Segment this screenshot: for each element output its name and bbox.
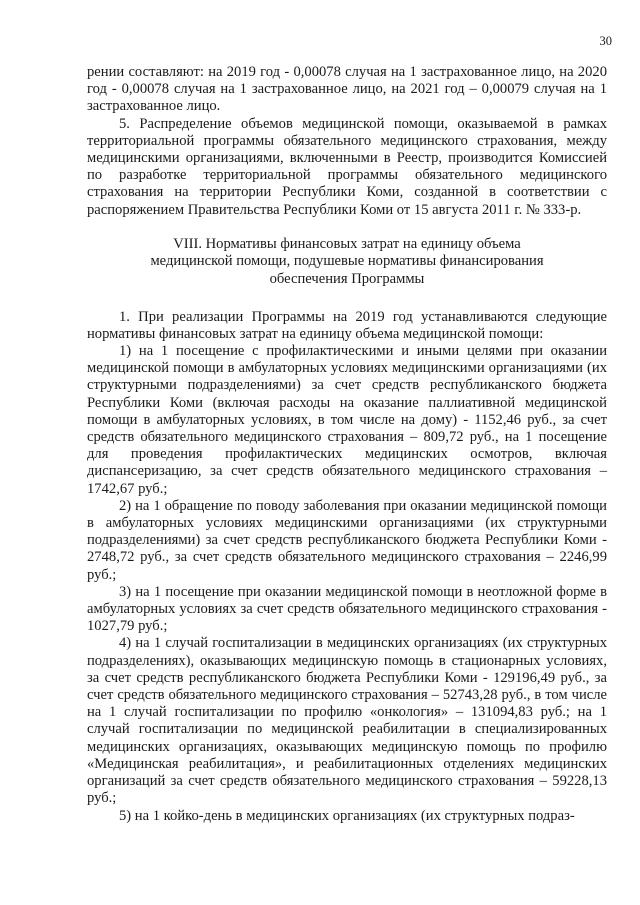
paragraph-continuation: рении составляют: на 2019 год - 0,00078 случая на 1 застрахованное лицо, на 2020 год - 0,00078 случая на 1 застрахованное лицо, на 2021 год – 0,00079 случая на 1 застрахованное лицо. <box>87 64 607 115</box>
section-heading-line-3: обеспечения Программы <box>269 271 425 288</box>
paragraph-intro: 1. При реализации Программы на 2019 год устанавливаются следующие нормативы финансовых затрат на единицу объема медицинской помощи: <box>87 308 607 342</box>
page-number: 30 <box>599 34 612 48</box>
section-heading-line-1: VIII. Нормативы финансовых затрат на единицу объема <box>173 235 521 252</box>
section-heading-line-2: медицинской помощи, подушевые нормативы финансирования <box>150 253 544 270</box>
list-item-4: 4) на 1 случай госпитализации в медицинских организациях (их структурных подразделениях), оказывающих медицинскую помощь в стационарных условиях, за счет средств республиканского бюджета Республики Коми - 129196,49 руб., за счет средств обязательного медицинского страхования – 52743,28 руб., в том числе на 1 случай госпитализации по профилю «онкология» – 131094,83 руб.; на 1 случай госпитализации по медицинской реабилитации в специализированных медицинских организациях, оказывающих медицинскую помощь по профилю «Медицинская реабилитация», и реабилитационных отделениях медицинских организаций за счет средств обязательного медицинского страхования – 59228,13 руб.; <box>87 635 607 807</box>
list-item-1: 1) на 1 посещение с профилактическими и иными целями при оказании медицинской помощи в амбулаторных условиях медицинскими организациями (их структурными подразделениями) за счет средств республиканского бюджета Республики Коми (включая расходы на оказание паллиативной медицинской помощи в амбулаторных условиях, в том числе на дому) - 1152,46 руб., за счет средств обязательного медицинского страхования – 809,72 руб., на 1 посещение для проведения профилактических медицинских осмотров, включая диспансеризацию, за счет средств обязательного медицинского страхования – 1742,67 руб.; <box>87 343 607 497</box>
list-item-5: 5) на 1 койко-день в медицинских организациях (их структурных подраз- <box>119 807 575 824</box>
paragraph-item-5: 5. Распределение объемов медицинской помощи, оказываемой в рамках территориальной программы обязательного медицинского страхования, между медицинскими организациями, включенными в Реестр, производится Комиссией по разработке территориальной программы обязательного медицинского страхования на территории Республики Коми, созданной в соответствии с распоряжением Правительства Республики Коми от 15 августа 2011 г. № 333-р. <box>87 115 607 218</box>
list-item-2: 2) на 1 обращение по поводу заболевания при оказании медицинской помощи в амбулаторных условиях медицинскими организациями (их структурными подразделениями) за счет средств республиканского бюджета Республики Коми - 2748,72 руб., за счет средств обязательного медицинского страхования – 2246,99 руб.; <box>87 497 607 583</box>
section-heading <box>87 236 607 289</box>
list-item-3: 3) на 1 посещение при оказании медицинской помощи в неотложной форме в амбулаторных условиях за счет средств обязательного медицинского страхования - 1027,79 руб.; <box>87 583 607 635</box>
document-body <box>87 64 607 825</box>
